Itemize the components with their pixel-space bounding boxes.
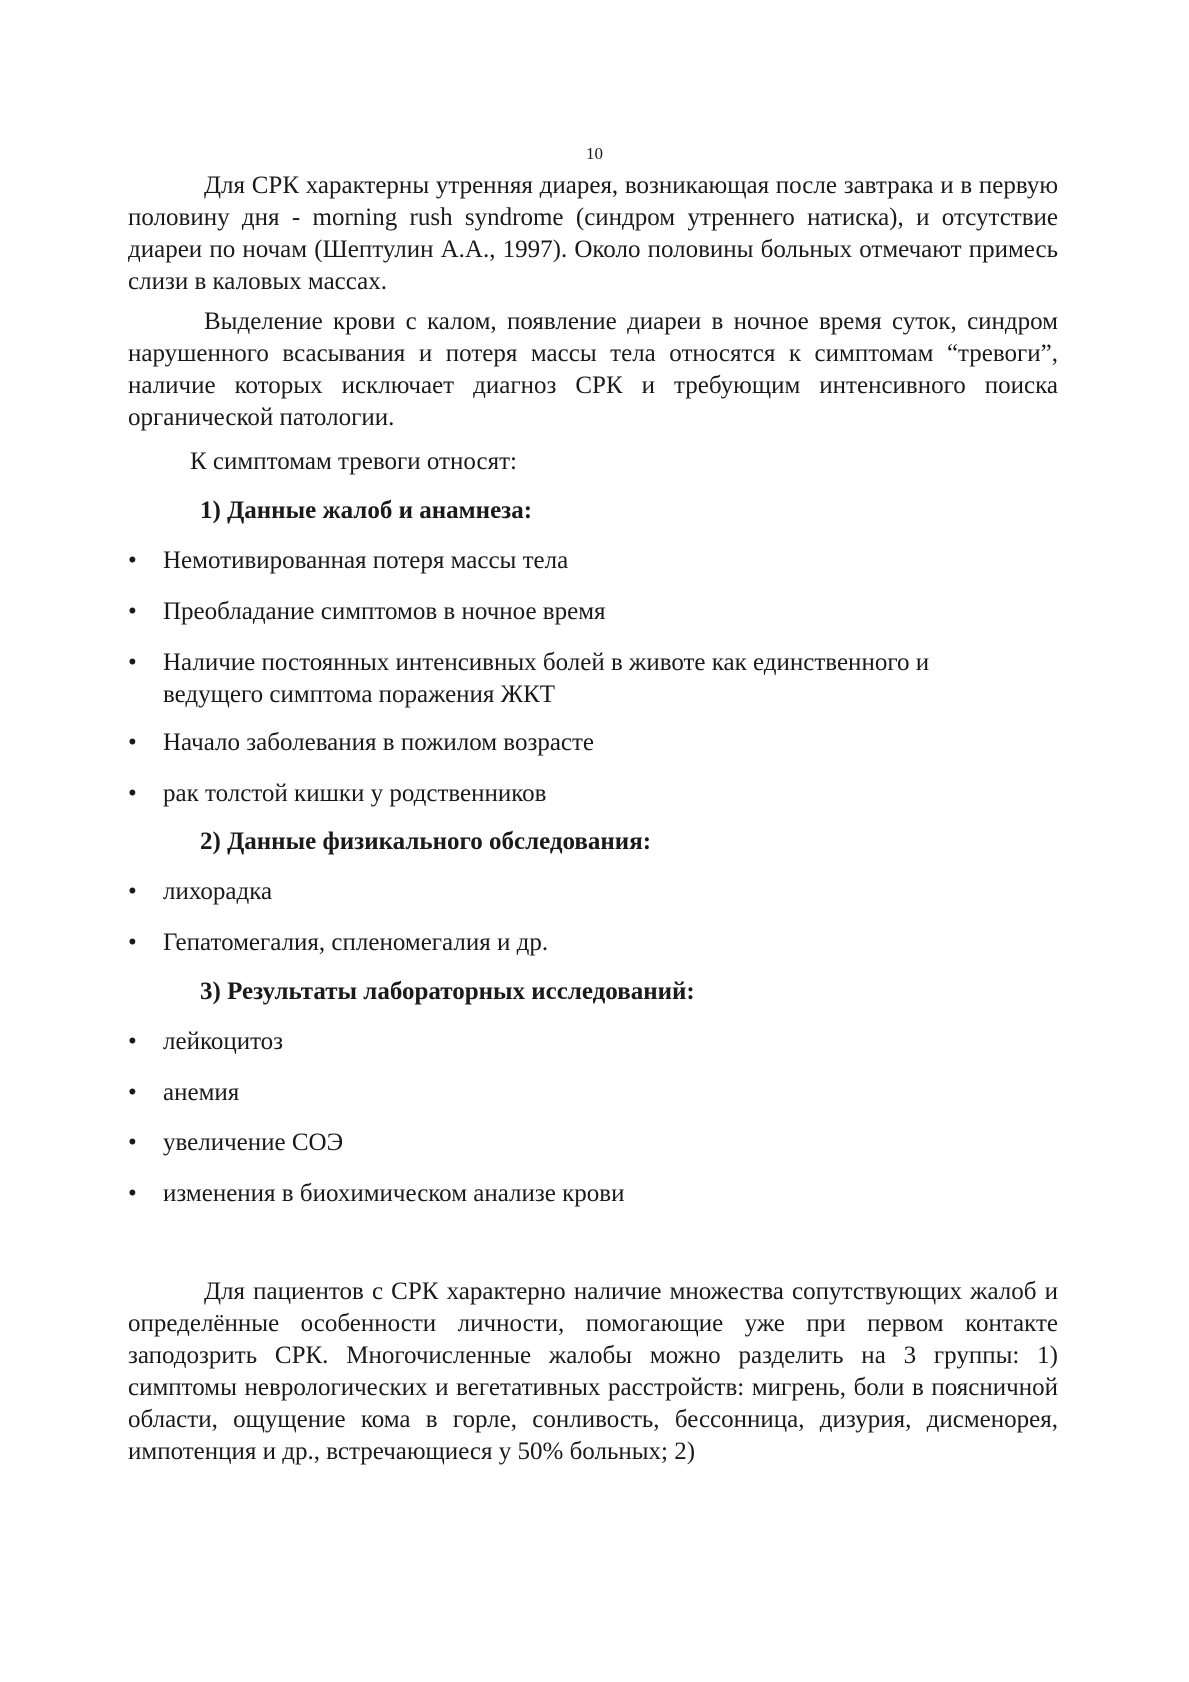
list-item-text: анемия	[163, 1079, 240, 1106]
bullet-icon: •	[128, 649, 137, 676]
list-item-text: рак толстой кишки у родственников	[163, 780, 547, 807]
list-item	[128, 1026, 1058, 1058]
list-item-text: Немотивированная потеря массы тела	[163, 547, 569, 574]
bullet-icon: •	[128, 929, 137, 956]
list-item	[128, 778, 1058, 810]
list-item	[128, 927, 1058, 959]
bullet-icon: •	[128, 729, 137, 756]
list-item-text: Начало заболевания в пожилом возрасте	[163, 729, 595, 756]
list-item-text: Гепатомегалия, спленомегалия и др.	[163, 929, 549, 956]
list-item	[128, 545, 1058, 577]
list-item	[128, 1127, 1058, 1159]
list-item	[128, 1077, 1058, 1109]
intro-paragraph-1: Для СРК характерны утренняя диарея, возникающая после завтрака и в первую половину дня - morning rush syndrome (синдром утреннего натиска), и отсутствие диареи по ночам (Шептулин А.А., 1997). Около половины больных отмечают примесь слизи в каловых массах.	[128, 172, 1058, 295]
bullet-icon: •	[128, 878, 137, 905]
intro-paragraph-3: К симптомам тревоги относят:	[190, 448, 517, 475]
list-item	[128, 596, 1058, 628]
list-item	[128, 1178, 1058, 1210]
page-number: 10	[586, 144, 603, 163]
bullet-icon: •	[128, 598, 137, 625]
bullet-icon: •	[128, 1180, 137, 1207]
list-item	[128, 876, 1058, 908]
list-item-text: Наличие постоянных интенсивных болей в животе как единственного и ведущего симптома поражения ЖКТ	[163, 649, 930, 708]
list-item	[128, 647, 978, 711]
section-heading-lab-results: 3) Результаты лабораторных исследований:	[200, 978, 695, 1005]
list-item-text: увеличение СОЭ	[163, 1129, 344, 1156]
bullet-icon: •	[128, 1028, 137, 1055]
bullet-icon: •	[128, 1129, 137, 1156]
section-heading-complaints: 1) Данные жалоб и анамнеза:	[200, 497, 533, 524]
intro-paragraph-2: Выделение крови с калом, появление диареи в ночное время суток, синдром нарушенного всасывания и потеря массы тела относятся к симптомам “тревоги”, наличие которых исключает диагноз СРК и требующим интенсивного поиска органической патологии.	[128, 308, 1058, 431]
list-item-text: лихорадка	[163, 878, 273, 905]
bullet-icon: •	[128, 1079, 137, 1106]
list-item-text: лейкоцитоз	[163, 1028, 284, 1055]
list-item-text: изменения в биохимическом анализе крови	[163, 1180, 625, 1207]
section-heading-physical-exam: 2) Данные физикального обследования:	[200, 828, 652, 855]
list-item	[128, 727, 1058, 759]
list-item-text: Преобладание симптомов в ночное время	[163, 598, 606, 625]
bullet-icon: •	[128, 780, 137, 807]
closing-paragraph: Для пациентов с СРК характерно наличие множества сопутствующих жалоб и определённые особенности личности, помогающие уже при первом контакте заподозрить СРК. Многочисленные жалобы можно разделить на 3 группы: 1) симптомы неврологических и вегетативных расстройств: мигрень, боли в поясничной области, ощущение кома в горле, сонливость, бессонница, дизурия, дисменорея, импотенция и др., встречающиеся у 50% больных; 2)	[128, 1278, 1058, 1465]
bullet-icon: •	[128, 547, 137, 574]
